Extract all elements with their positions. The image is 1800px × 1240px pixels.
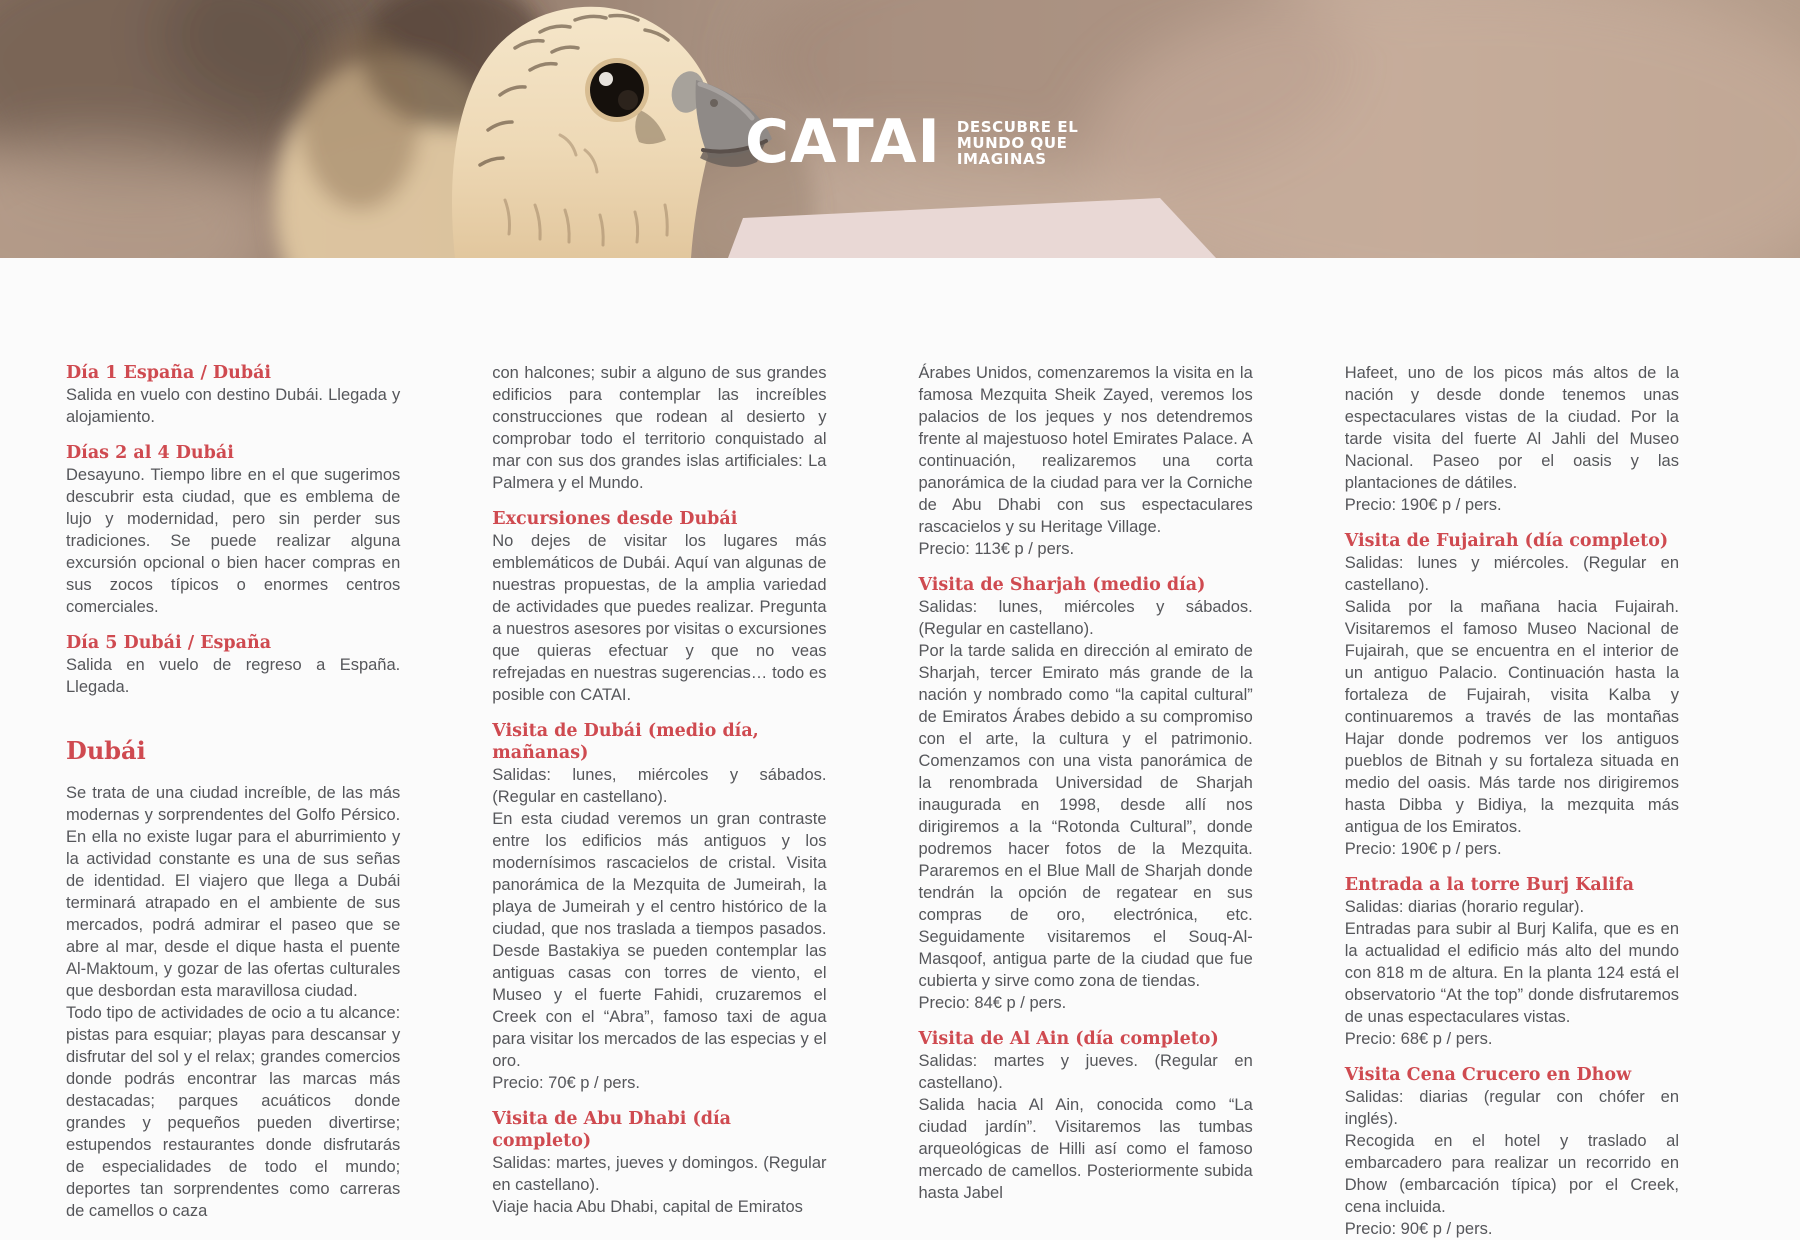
tagline-line: DESCUBRE EL bbox=[956, 118, 1079, 136]
paragraph: Desayuno. Tiempo libre en el que sugerimos descubrir esta ciudad, que es emblema de lujo y modernidad, pero sin perder sus tradiciones. Se puede realizar alguna excursión opcional o bien hacer compras en sus zocos típicos o enormes centros comerciales. bbox=[66, 466, 401, 616]
brand-wordmark: CATAI bbox=[745, 107, 941, 177]
brand-tagline bbox=[957, 114, 1079, 167]
paragraph: Salida por la mañana hacia Fujairah. Visitaremos el famoso Museo Nacional de Fujairah, que se encuentra en el interior de un antiguo Palacio. Continuación hasta la fortaleza de Fujairah, visita Kalba y continuaremos a través de las montañas Hajar donde podremos ver los antiguos pueblos de Bitnah y su fortaleza situada en medio del oasis. Más tarde nos dirigiremos hasta Dibba y Bidiya, la mezquita más antigua de los Emiratos. bbox=[1344, 598, 1679, 836]
paragraph: Hafeet, uno de los picos más altos de la nación y desde donde tenemos unas espectaculares vistas de la ciudad. Por la tarde visita del fuerte Al Jahli del Museo Nacional. Paseo por el oasis y las plantaciones de dátiles. bbox=[1344, 364, 1679, 492]
content-columns bbox=[0, 258, 1800, 1240]
brand-logo bbox=[745, 107, 1079, 177]
section-heading: Visita de Sharjah (medio día) bbox=[918, 575, 1206, 595]
tagline-line: IMAGINAS bbox=[956, 150, 1047, 168]
paragraph: Precio: 90€ p / pers. bbox=[1344, 1220, 1493, 1238]
paragraph: Salidas: lunes y miércoles. (Regular en castellano). bbox=[1344, 554, 1679, 594]
section-heading: Visita de Fujairah (día completo) bbox=[1344, 531, 1669, 551]
paragraph: Salida hacia Al Ain, conocida como “La ciudad jardín”. Visitaremos las tumbas arqueológicas de Hilli así como el famoso mercado de camellos. Posteriormente subida hasta Jabel bbox=[918, 1096, 1253, 1202]
destination-title: Dubái bbox=[66, 736, 146, 765]
paragraph: Salidas: diarias (horario regular). bbox=[1344, 898, 1585, 916]
paragraph: Salidas: diarias (regular con chófer en inglés). bbox=[1344, 1088, 1679, 1128]
section-heading: Visita Cena Crucero en Dhow bbox=[1344, 1065, 1632, 1085]
column-3 bbox=[919, 362, 1253, 1240]
paragraph: Salidas: martes, jueves y domingos. (Regular en castellano). bbox=[492, 1154, 827, 1194]
section-heading: Día 1 España / Dubái bbox=[66, 363, 272, 383]
paragraph: Salidas: lunes, miércoles y sábados. (Regular en castellano). bbox=[918, 598, 1253, 638]
paragraph: Todo tipo de actividades de ocio a tu alcance: pistas para esquiar; playas para descansar y disfrutar del sol y el relax; grandes comercios donde podrás encontrar las marcas más destacadas; parques acuáticos donde grandes y pequeños pueden divertirse; estupendos restaurantes donde disfrutarás de especialidades de todo el mundo; deportes tan sorprendentes como carreras de camellos o caza bbox=[66, 1004, 401, 1220]
tagline-line: MUNDO QUE bbox=[956, 134, 1068, 152]
paragraph: Salidas: lunes, miércoles y sábados. (Regular en castellano). bbox=[492, 766, 827, 806]
section-heading: Excursiones desde Dubái bbox=[492, 509, 738, 529]
section-heading: Visita de Abu Dhabi (día completo) bbox=[492, 1109, 731, 1151]
paragraph: Se trata de una ciudad increíble, de las más modernas y sorprendentes del Golfo Pérsico. En ella no existe lugar para el aburrimiento y la actividad constante es una de sus señas de identidad. El viajero que llega a Dubái terminará atrapado en el ambiente de sus mercados, podrá admirar el paseo que se abre al mar, desde el dique hasta el puente Al-Maktoum, y gozar de las ofertas culturales que desbordan esta maravillosa ciudad. bbox=[66, 784, 401, 1000]
paragraph: Viaje hacia Abu Dhabi, capital de Emiratos bbox=[492, 1198, 803, 1216]
paragraph: Árabes Unidos, comenzaremos la visita en la famosa Mezquita Sheik Zayed, veremos los palacios de los jeques y nos detendremos frente al majestuoso hotel Emirates Palace. A continuación, realizaremos una corta panorámica de la ciudad para ver la Corniche de Abu Dhabi con sus espectaculares rascacielos y su Heritage Village. bbox=[918, 364, 1253, 536]
paragraph: Precio: 190€ p / pers. bbox=[1344, 496, 1502, 514]
paragraph: No dejes de visitar los lugares más emblemáticos de Dubái. Aquí van algunas de nuestras propuestas, de la amplia variedad de actividades que puedes realizar. Pregunta a nuestros asesores por visitas o excursiones que quieras efectuar y que no veas refrejadas en nuestras sugerencias… todo es posible con CATAI. bbox=[492, 532, 827, 704]
section-heading: Visita de Al Ain (día completo) bbox=[918, 1029, 1219, 1049]
section-heading: Visita de Dubái (medio día, mañanas) bbox=[492, 721, 759, 763]
section-heading: Entrada a la torre Burj Kalifa bbox=[1344, 875, 1634, 895]
column-1 bbox=[66, 362, 400, 1240]
paragraph: Precio: 190€ p / pers. bbox=[1344, 840, 1502, 858]
paragraph: Precio: 70€ p / pers. bbox=[492, 1074, 640, 1092]
paragraph: Precio: 113€ p / pers. bbox=[918, 540, 1075, 558]
paragraph: Salida en vuelo con destino Dubái. Llegada y alojamiento. bbox=[66, 386, 401, 426]
paragraph: con halcones; subir a alguno de sus grandes edificios para contemplar las increíbles construcciones que rodean al desierto y comprobar todo el territorio conquistado al mar con sus dos grandes islas artificiales: La Palmera y el Mundo. bbox=[492, 364, 827, 492]
section-heading: Días 2 al 4 Dubái bbox=[66, 443, 234, 463]
paragraph: Por la tarde salida en dirección al emirato de Sharjah, tercer Emirato más grande de la nación y nombrado como “la capital cultural” de Emiratos Árabes debido a su compromiso con el arte, la cultura y el patrimonio. Comenzamos con una vista panorámica de la renombrada Universidad de Sharjah inaugurada en 1998, desde allí nos dirigiremos a la “Rotonda Cultural”, donde podremos hacer fotos de la Mezquita. Pararemos en el Blue Mall de Sharjah donde tendrán la opción de regatear en sus compras de oro, electrónica, etc. Seguidamente visitaremos el Souq-Al-Masqoof, antigua parte de la ciudad que fue cubierta y sirve como zona de tiendas. bbox=[918, 642, 1253, 990]
column-4 bbox=[1345, 362, 1679, 1240]
paragraph: Recogida en el hotel y traslado al embarcadero para realizar un recorrido en Dhow (embarcación típica) por el Creek, cena incluida. bbox=[1344, 1132, 1679, 1216]
paragraph: Entradas para subir al Burj Kalifa, que es en la actualidad el edificio más alto del mundo con 818 m de altura. En la planta 124 está el observatorio “At the top” donde disfrutaremos de unas espectaculares vistas. bbox=[1344, 920, 1679, 1026]
paragraph: En esta ciudad veremos un gran contraste entre los edificios más antiguos y los modernísimos rascacielos de cristal. Visita panorámica de la Mezquita de Jumeirah, la playa de Jumeirah y el centro histórico de la ciudad, que nos traslada a tiempos pasados. Desde Bastakiya se pueden contemplar las antiguas casas con torres de viento, el Museo y el fuerte Fahidi, cruzaremos el Creek con el “Abra”, famoso taxi de agua para visitar los mercados de las especias y el oro. bbox=[492, 810, 827, 1070]
section-heading: Día 5 Dubái / España bbox=[66, 633, 272, 653]
paragraph: Precio: 84€ p / pers. bbox=[918, 994, 1067, 1012]
paragraph: Precio: 68€ p / pers. bbox=[1344, 1030, 1493, 1048]
paragraph: Salidas: martes y jueves. (Regular en castellano). bbox=[918, 1052, 1253, 1092]
header-hero bbox=[0, 0, 1800, 258]
paragraph: Salida en vuelo de regreso a España. Llegada. bbox=[66, 656, 401, 696]
column-2 bbox=[492, 362, 826, 1240]
